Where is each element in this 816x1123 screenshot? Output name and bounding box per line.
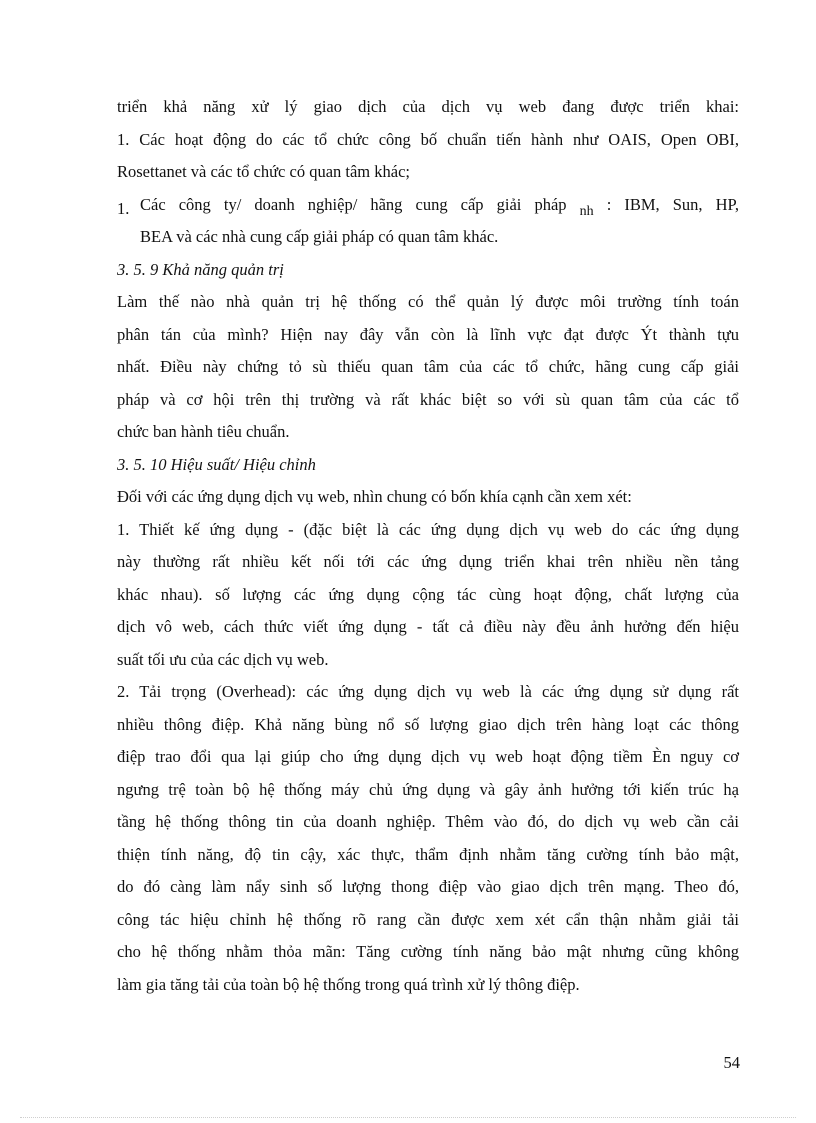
- text-line: suất tối ưu của các dịch vụ web.: [117, 649, 329, 669]
- text-line: Rosettanet và các tổ chức có quan tâm khác;: [117, 162, 410, 181]
- paragraph-2: [117, 286, 739, 449]
- list-item: [117, 189, 739, 254]
- text-line: Làm thế nào nhà quản trị hệ thống có thể quản lý được môi trường tính toán: [117, 292, 739, 311]
- text-line: dịch vô web, cách thức viết ứng dụng - tất cả điều này đều ảnh hưởng đến hiệu: [117, 617, 739, 636]
- text-line: chức ban hành tiêu chuẩn.: [117, 422, 290, 441]
- list-item-text: [140, 189, 739, 224]
- text-line: làm gia tăng tải của toàn bộ hệ thống trong quá trình xử lý thông điệp.: [117, 974, 580, 994]
- text-line: do đó càng làm nẩy sinh số lượng thong điệp vào giao dịch trên mạng. Theo đó,: [117, 877, 739, 896]
- text-line: pháp và cơ hội trên thị trường và rất khác biệt so với sù quan tâm của các tổ: [117, 389, 739, 409]
- list-number: 1.: [117, 198, 130, 218]
- page-bottom-divider: [20, 1117, 796, 1118]
- section-heading: 3. 5. 9 Khả năng quản trị: [117, 259, 284, 279]
- text-line: tầng hệ thống thông tin của doanh nghiệp. Thêm vào đó, do dịch vụ web cần cải: [117, 812, 739, 831]
- list-item-line: [117, 189, 739, 222]
- text-line: nhất. Điều này chứng tỏ sù thiếu quan tâm của các tổ chức, hãng cung cấp giải: [117, 357, 739, 376]
- paragraph-3: [117, 481, 739, 514]
- text-line: 1. Các hoạt động do các tổ chức công bố chuẩn tiến hành như OAIS, Open OBI,: [117, 129, 739, 149]
- text-line: 1. Thiết kế ứng dụng - (đặc biệt là các ứng dụng dịch vụ web do các ứng dụng: [117, 519, 739, 539]
- text-line: ngưng trệ toàn bộ hệ thống máy chủ ứng dụng và gây ảnh hưởng tới kiến trúc hạ: [117, 779, 739, 799]
- paragraph-1: [117, 91, 739, 189]
- section-heading: 3. 5. 10 Hiệu suất/ Hiệu chỉnh: [117, 454, 316, 474]
- list-text-after: : IBM, Sun, HP,: [606, 194, 739, 214]
- paragraph-4: [117, 514, 739, 677]
- text-line: này thường rất nhiều kết nối tới các ứng dụng triển khai trên nhiều nền tảng: [117, 552, 739, 571]
- subscript-text: nh: [579, 203, 594, 219]
- text-line: công tác hiệu chỉnh hệ thống rõ rang cần được xem xét cẩn thận nhằm giải tải: [117, 909, 739, 929]
- text-line: 2. Tải trọng (Overhead): các ứng dụng dịch vụ web là các ứng dụng sử dụng rất: [117, 682, 739, 701]
- page-number: 54: [723, 1053, 740, 1072]
- body-text: [117, 91, 739, 1001]
- text-line: điệp trao đổi qua lại giúp cho ứng dụng dịch vụ web hoạt động tiềm Èn nguy cơ: [117, 747, 739, 766]
- list-text-before: Các công ty/ doanh nghiệp/ hãng cung cấp giải pháp: [140, 194, 567, 214]
- list-item-continuation: BEA và các nhà cung cấp giải pháp có quan tâm khác.: [140, 227, 499, 246]
- text-line: nhiều thông điệp. Khả năng bùng nổ số lượng giao dịch trên hàng loạt các thông: [117, 714, 739, 734]
- text-line: cho hệ thống nhằm thỏa mãn: Tăng cường tính năng bảo mật nhưng cũng không: [117, 942, 739, 961]
- text-line: Đối với các ứng dụng dịch vụ web, nhìn chung có bốn khía cạnh cần xem xét:: [117, 487, 632, 506]
- text-line: khác nhau). số lượng các ứng dụng cộng tác cùng hoạt động, chất lượng của: [117, 584, 739, 604]
- text-line: triển khả năng xử lý giao dịch của dịch vụ web đang được triển khai:: [117, 97, 739, 116]
- text-line: thiện tính năng, độ tin cậy, xác thực, thẩm định nhằm tăng cường tính bảo mật,: [117, 844, 739, 864]
- text-line: phân tán của mình? Hiện nay đây vẫn còn là lĩnh vực đạt được Ýt thành tựu: [117, 324, 739, 344]
- paragraph-5: [117, 676, 739, 1001]
